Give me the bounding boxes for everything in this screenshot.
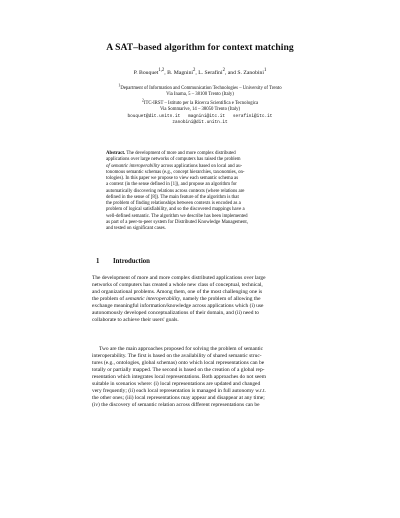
body-text: , namely the problem of allowing the: [180, 296, 261, 302]
body-line: networks of computers has created a whole new class of conceptual, technical,: [92, 282, 263, 288]
abstract-line: tonomous semantic schemas (e.g., concept hierarchies, taxonomies, on-: [106, 169, 245, 175]
affiliation-line: Via Sommarive, 14 – 38050 Trento (Italy): [159, 107, 241, 113]
abstract-line: a context (in the sense defined in [1]), and propose an algorithm for: [106, 182, 237, 188]
abstract-emphasis: of semantic interoperability: [106, 163, 160, 169]
abstract-line: and tested on significant cases.: [106, 226, 166, 231]
affiliation-2: [40, 97, 360, 114]
section-number: 1: [96, 258, 100, 265]
body-line: (iv) the discovery of semantic relation across different representations can be: [92, 402, 260, 408]
body-line: tures (e.g., ontologies, global schemas) onto which local representations can be: [92, 360, 265, 366]
section-title: Introduction: [113, 258, 150, 265]
abstract-line: across applications based on local and au-: [160, 163, 243, 169]
abstract-line: the problem of finding relationships between contexts is encoded as a: [106, 201, 241, 206]
body-line: exchange meaningful information/knowledge across applications which (i) use: [92, 303, 264, 309]
author-name: , and S. Zanobini: [224, 69, 264, 76]
paragraph-2: [92, 346, 310, 409]
affiliation-line: Department of Information and Communication Technologies – University of Trento: [120, 85, 282, 91]
body-line: very frequently; (ii) each local representation is managed in full autonomy w.r.t.: [92, 388, 266, 394]
affiliation-marker: 1,2: [158, 68, 165, 73]
author-name: P. Bouquet: [133, 69, 159, 76]
body-line: suitable in scenarios where: (i) local representations are updated and changed: [92, 381, 261, 387]
email-line: zanobini@dit.unitn.it: [172, 120, 228, 126]
email-line: bouquet@dit.unitn.it magnini@itc.it serafini@itc.it: [127, 114, 273, 119]
body-line: Two are the main approaches proposed for solving the problem of semantic: [99, 346, 264, 352]
author-line: [40, 68, 360, 76]
author-emails: [40, 114, 360, 126]
author-name: , L. Serafini: [195, 69, 223, 76]
body-line: the other ones; (iii) local representations may appear and disappear at any time;: [92, 395, 265, 401]
abstract-line: The development of more and more complex distributed: [125, 151, 236, 156]
body-line: interoperability. The first is based on the availability of shared semantic struc-: [92, 353, 262, 359]
affiliation-marker: 2: [141, 97, 144, 102]
body-line: autonomously developed conceptualizations of their domain, and (ii) need to: [92, 310, 260, 316]
affiliation-marker: 2: [222, 68, 225, 73]
abstract-label: Abstract.: [106, 151, 126, 156]
abstract: [106, 151, 298, 232]
affiliation-line: ITC-IRST – Istituto per la Ricerca Scientifica e Tecnologica: [143, 100, 259, 106]
affiliation-marker: 2: [193, 68, 196, 73]
abstract-line: problem of logical satisfiability, and so the discovered mappings have a: [106, 207, 245, 213]
abstract-line: defined in the sense of [8]). The main feature of the algorithm is that: [106, 194, 239, 200]
body-text: the problem of: [92, 296, 126, 302]
emphasis-term: semantic interoperability: [125, 296, 180, 302]
abstract-line: automatically discovering relations across contexts (where relations are: [106, 188, 245, 194]
section-heading: [96, 258, 150, 265]
author-name: , B. Magnini: [164, 69, 194, 76]
body-line: and organizational problems. Among them, one of the most challenging one is: [92, 289, 263, 295]
affiliation-line: Via Inama, 5 – 38100 Trento (Italy): [166, 92, 234, 98]
paper-title: A SAT–based algorithm for context matching: [106, 42, 294, 53]
affiliation-marker: 1: [118, 82, 121, 87]
affiliation-marker: 1: [263, 68, 267, 73]
body-line: collaborate to achieve their users' goals.: [92, 317, 179, 323]
abstract-line: well-defined semantic. The algorithm we describe has been implemented: [106, 213, 248, 219]
body-line: resentation which integrates local representations. Both approaches do not seem: [92, 374, 266, 380]
body-line: totally or partially mapped. The second is based on the creation of a global rep-: [92, 367, 265, 373]
abstract-line: tologies). In this paper we propose to view each semantic schema as: [106, 176, 239, 181]
abstract-line: as part of a peer-to-peer system for Distributed Knowledge Management,: [106, 219, 248, 225]
body-line: The development of more and more complex distributed applications over large: [92, 275, 266, 281]
abstract-line: applications over large networks of computers has raised the problem: [106, 157, 241, 163]
paragraph-1: [92, 275, 310, 324]
